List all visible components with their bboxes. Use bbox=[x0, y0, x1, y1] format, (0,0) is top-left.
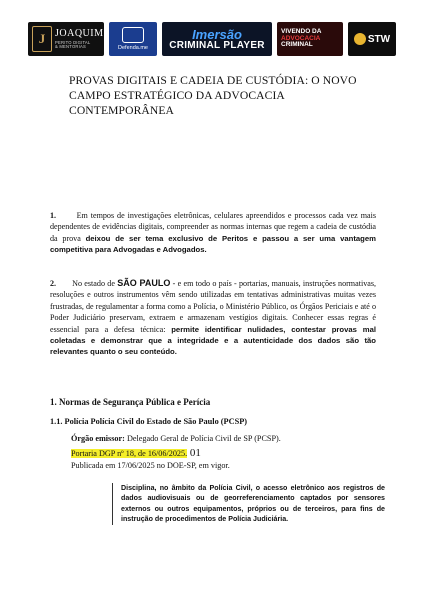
vivendo-logo bbox=[277, 22, 343, 56]
ordinance-title: Portaria DGP nº 18, de 16/06/2025. bbox=[71, 449, 188, 458]
paragraph-2-bold: permite identificar nulidades, contestar provas mal coletadas e demonstrar que a integridade e a autenticidade dos dados são tão relevantes quanto o seu conteúdo. bbox=[50, 324, 377, 357]
joaquim-logo-name: JOAQUIM bbox=[55, 27, 104, 39]
stw-logo bbox=[348, 22, 396, 56]
ordinance-line bbox=[71, 447, 201, 459]
logo-banner bbox=[28, 22, 396, 56]
joaquim-mark-icon: J bbox=[32, 26, 52, 52]
publication-line: Publicada em 17/06/2025 no DOE-SP, em vigor. bbox=[71, 461, 230, 470]
paragraph-2-state: SÃO PAULO bbox=[117, 278, 171, 288]
joaquim-logo bbox=[28, 22, 104, 56]
ordinance-quote: Disciplina, no âmbito da Polícia Civil, o acesso eletrônico aos registros de dados audiovisuais ou de georreferenciamento captados por sensores externos ou outros equipamentos, próprios ou de terceiros, para fins de instrução de procedimentos de Polícia Judiciária. bbox=[112, 483, 385, 525]
stw-logo-name: STW bbox=[367, 33, 391, 45]
paragraph-2-number: 2. bbox=[50, 279, 57, 288]
paragraph-1 bbox=[50, 210, 376, 256]
imersao-logo-top: Imersão bbox=[192, 26, 242, 42]
subsection-heading: 1.1. Polícia Polícia Civil do Estado de São Paulo (PCSP) bbox=[50, 417, 248, 426]
paragraph-2 bbox=[50, 278, 376, 358]
paragraph-1-number: 1. bbox=[50, 211, 57, 220]
joaquim-logo-subtitle: PERITO DIGITAL & MENTORIAS bbox=[55, 39, 91, 49]
defenda-logo bbox=[109, 22, 157, 56]
defenda-mark-icon bbox=[122, 27, 144, 43]
issuer-line bbox=[71, 434, 281, 443]
paragraph-2-pre: No estado de bbox=[72, 279, 118, 288]
paragraph-2-text: - e em todo o país - portarias, manuais, instruções normativas, resoluções e outros instrumentos vêm sendo utilizadas em tentativas administrativas muitas vezes frustradas, de regulamentar a forma como a Polícia, o Ministério Público, os Órgãos Periciais e até o Poder Judiciário preservam, extraem e armazenam vestígios digitais. Conhecer essas regras é essencial para a defesa técnica: bbox=[50, 279, 377, 334]
paragraph-1-bold: deixou de ser tema exclusivo de Peritos e passou a ser uma vantagem competitiva para Advogadas e Advogados. bbox=[50, 233, 376, 255]
document-title: PROVAS DIGITAIS E CADEIA DE CUSTÓDIA: O NOVO CAMPO ESTRATÉGICO DA ADVOCACIA CONTEMPORÂNEA bbox=[69, 74, 357, 117]
vivendo-logo-line1: VIVENDO DA bbox=[281, 27, 322, 35]
paragraph-1-text: Em tempos de investigações eletrônicas, celulares apreendidos e processos cada vez mais dependentes de evidências digitais, compreender as normas internas que regem a cadeia de custódia da prova bbox=[50, 211, 376, 243]
defenda-logo-name: Defenda.me bbox=[118, 45, 148, 51]
issuer-value: Delegado Geral de Polícia Civil de SP (PCSP). bbox=[124, 434, 281, 443]
stw-mark-icon bbox=[354, 33, 366, 45]
imersao-logo bbox=[162, 22, 272, 56]
ordinance-number: 01 bbox=[187, 447, 201, 459]
vivendo-logo-line2: ADVOCACIA bbox=[281, 34, 321, 42]
vivendo-logo-line3: CRIMINAL bbox=[281, 41, 313, 49]
section-heading: 1. Normas de Segurança Pública e Perícia bbox=[50, 397, 211, 407]
imersao-logo-bottom: CRIMINAL PLAYER bbox=[169, 39, 265, 51]
issuer-label: Órgão emissor: bbox=[71, 434, 125, 443]
